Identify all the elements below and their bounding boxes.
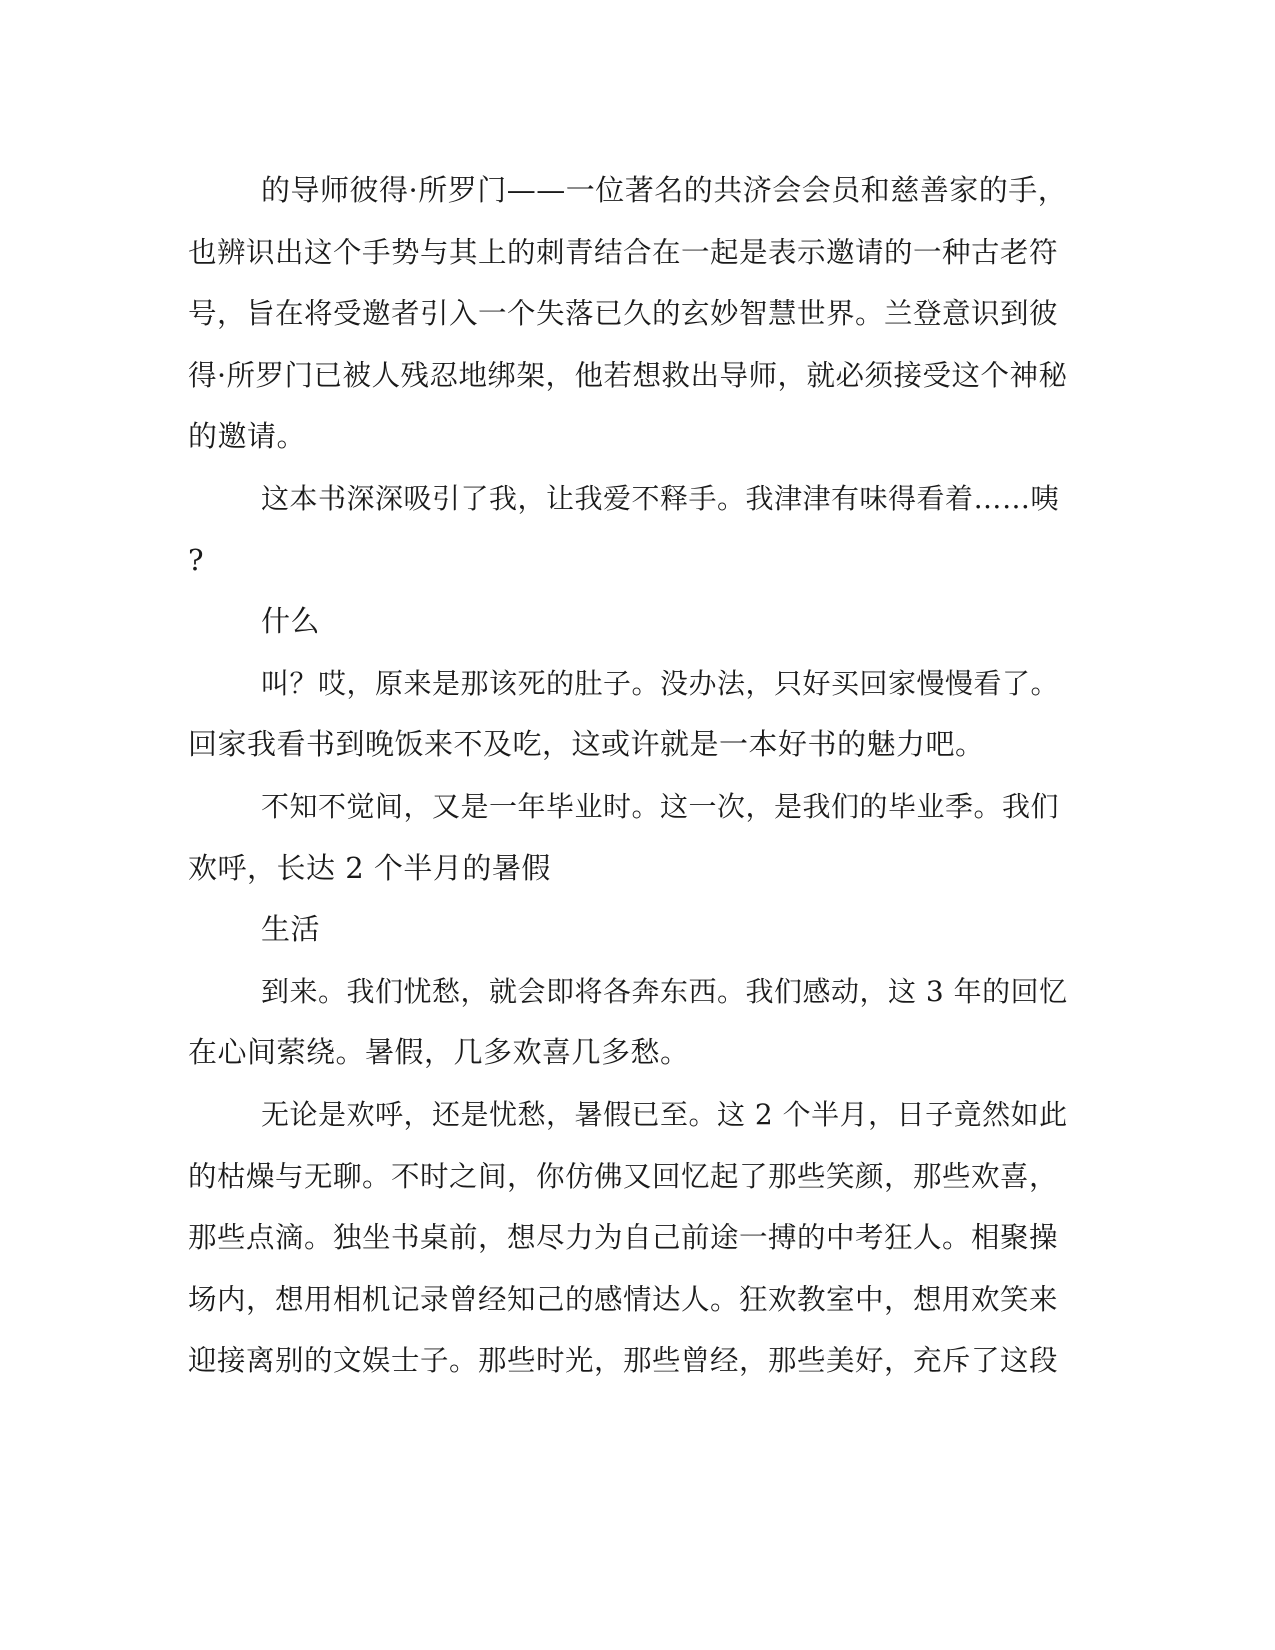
text-line: 得·所罗门已被人残忍地绑架，他若想救出导师，就必须接受这个神秘 xyxy=(188,358,1068,392)
text-line: 的邀请。 xyxy=(188,419,307,454)
text-line: 的枯燥与无聊。不时之间，你仿佛又回忆起了那些笑颜，那些欢喜， xyxy=(188,1159,1059,1193)
text-line: 的导师彼得·所罗门——一位著名的共济会会员和慈善家的手， xyxy=(261,173,1068,207)
text-line: 生活 xyxy=(261,912,321,947)
text-line: 欢呼，长达 2 个半月的暑假 xyxy=(188,850,551,885)
text-line: ? xyxy=(188,542,205,577)
text-line: 场内，想用相机记录曾经知己的感情达人。狂欢教室中，想用欢笑来 xyxy=(188,1282,1059,1316)
text-line: 什么 xyxy=(261,604,321,639)
text-line: 号，旨在将受邀者引入一个失落已久的玄妙智慧世界。兰登意识到彼 xyxy=(188,297,1059,331)
text-line: 不知不觉间，又是一年毕业时。这一次，是我们的毕业季。我们 xyxy=(261,789,1060,823)
text-line: 叫？哎，原来是那该死的肚子。没办法，只好买回家慢慢看了。 xyxy=(261,666,1060,700)
text-line: 无论是欢呼，还是忧愁，暑假已至。这 2 个半月，日子竟然如此 xyxy=(261,1097,1068,1131)
text-line: 也辨识出这个手势与其上的刺青结合在一起是表示邀请的一种古老符 xyxy=(188,235,1059,269)
text-line: 到来。我们忧愁，就会即将各奔东西。我们感动，这 3 年的回忆 xyxy=(261,974,1068,1008)
text-line: 回家我看书到晚饭来不及吃，这或许就是一本好书的魅力吧。 xyxy=(188,727,985,762)
text-line: 迎接离别的文娱士子。那些时光，那些曾经，那些美好，充斥了这段 xyxy=(188,1344,1059,1378)
text-line: 这本书深深吸引了我，让我爱不释手。我津津有味得看着……咦 xyxy=(261,481,1060,515)
text-line: 那些点滴。独坐书桌前，想尽力为自己前途一搏的中考狂人。相聚操 xyxy=(188,1221,1059,1255)
document-body xyxy=(188,160,1068,1392)
text-line: 在心间萦绕。暑假，几多欢喜几多愁。 xyxy=(188,1035,690,1070)
